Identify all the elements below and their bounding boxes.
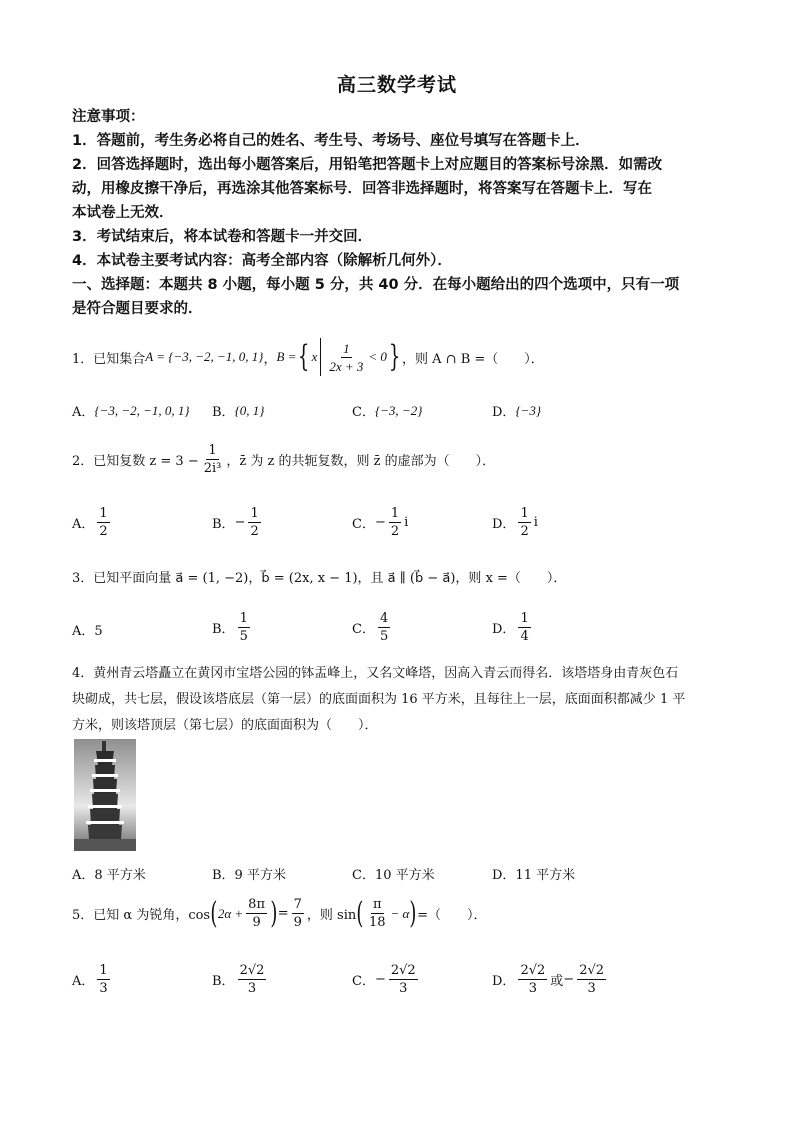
- fraction-denominator: 3: [528, 981, 537, 996]
- q1-option-d[interactable]: [492, 401, 541, 420]
- q4-option-d[interactable]: D．11 平方米: [492, 868, 576, 883]
- q1-fraction: [327, 340, 365, 375]
- page-title: 高三数学考试: [336, 74, 457, 96]
- q3-option-d[interactable]: [492, 610, 534, 645]
- fraction-denominator: 2: [520, 524, 529, 539]
- note-item: 4．本试卷主要考试内容：高考全部内容（除解析几何外）．: [72, 253, 452, 269]
- fraction-numerator: 1: [250, 506, 259, 521]
- fraction-denominator: 3: [587, 981, 596, 996]
- option-fraction: [389, 505, 401, 540]
- brace-left: {: [298, 339, 310, 374]
- option-fraction: [238, 610, 250, 645]
- option-letter: B．: [212, 974, 235, 989]
- imaginary-unit: i: [404, 515, 409, 530]
- imaginary-unit: i: [533, 515, 538, 530]
- brace-right: }: [388, 339, 401, 374]
- q4-line: 块砌成，共七层，假设该塔底层（第一层）的底面面积为 16 平方米，且每往上一层，底面面积都减少 1 平: [72, 692, 686, 707]
- q1-set-b-var: x: [311, 349, 318, 364]
- pagoda-icon: [74, 739, 136, 851]
- option-letter: B．: [212, 622, 235, 637]
- option-value: {−3, −2, −1, 0, 1}: [94, 402, 190, 418]
- fraction-denominator: 2: [250, 524, 259, 539]
- option-fraction: [518, 962, 547, 997]
- option-text: A．5: [72, 624, 103, 639]
- fraction-numerator: 2√2: [390, 963, 416, 978]
- fraction-denominator: 2i³: [203, 461, 222, 476]
- or-label: 或: [550, 974, 564, 989]
- option-fraction: [389, 962, 418, 997]
- q2-option-b[interactable]: [212, 505, 264, 540]
- fraction-numerator: 1: [520, 611, 529, 626]
- option-fraction: [577, 962, 606, 997]
- fraction-numerator: 1: [390, 506, 400, 521]
- fraction-denominator: 3: [399, 981, 408, 996]
- option-fraction: [518, 505, 530, 540]
- note-item: 1．答题前，考生务必将自己的姓名、考生号、考场号、座位号填写在答题卡上．: [72, 133, 590, 149]
- section-heading: 一、选择题：本题共 8 小题，每小题 5 分，共 40 分．在每小题给出的四个选项中，只有一项: [72, 277, 680, 293]
- minus-sign: −: [234, 515, 246, 530]
- q5-fraction: [246, 896, 267, 931]
- fraction-numerator: 4: [379, 611, 389, 626]
- q5-option-c[interactable]: [352, 962, 421, 997]
- q1-suffix: ，则 A ∩ B =（ ）．: [402, 351, 544, 367]
- fraction-numerator: π: [372, 897, 382, 912]
- option-value: {−3, −2}: [374, 402, 423, 418]
- option-fraction: [97, 505, 109, 540]
- q3-option-b[interactable]: [212, 610, 253, 645]
- minus-sign: −: [374, 515, 386, 530]
- option-letter: C．: [352, 974, 375, 989]
- option-fraction: [238, 962, 267, 997]
- q5-inner-b: − α: [390, 905, 410, 921]
- set-bar: [320, 338, 321, 376]
- fraction-numerator: 2√2: [520, 963, 546, 978]
- option-letter: B．: [212, 517, 235, 532]
- fraction-denominator: 3: [99, 981, 108, 996]
- option-value: {−3}: [515, 402, 542, 418]
- option-letter: D．: [492, 517, 516, 532]
- option-fraction: [248, 505, 260, 540]
- minus-sign: −: [563, 972, 575, 987]
- option-letter: C．: [352, 622, 375, 637]
- fraction-numerator: 1: [99, 963, 108, 978]
- note-item: 2．回答选择题时，选出每小题答案后，用铅笔把答题卡上对应题目的答案标号涂黑．如需改: [72, 157, 663, 173]
- question-4: [72, 661, 732, 739]
- option-letter: A．: [72, 974, 95, 989]
- q3-option-c[interactable]: [352, 610, 393, 645]
- question-3: 3．已知平面向量 a⃗ = (1, −2)，b⃗ = (2x, x − 1)，且 a⃗ ∥ (b⃗ − a⃗)，则 x =（ ）．: [72, 571, 567, 586]
- option-fraction: [97, 962, 109, 997]
- q1-prefix: 1．已知集合: [72, 351, 146, 367]
- minus-sign: −: [374, 972, 386, 987]
- q5-mid: ，则 sin: [306, 908, 357, 923]
- option-letter: A．: [72, 517, 95, 532]
- note-item: 动，用橡皮擦干净后，再选涂其他答案标号．回答非选择题时，将答案写在答题卡上．写在: [72, 181, 652, 197]
- fraction-numerator: 8π: [248, 897, 265, 912]
- fraction-denominator: 2: [99, 524, 108, 539]
- q4-option-b[interactable]: B．9 平方米: [212, 868, 286, 883]
- fraction-numerator: 1: [239, 611, 248, 626]
- pagoda-photo: [74, 739, 136, 851]
- q1-set-a: A = {−3, −2, −1, 0, 1}: [145, 349, 264, 364]
- notes-heading: 注意事项：: [72, 109, 145, 125]
- option-letter: D．: [492, 622, 516, 637]
- question-2: [72, 442, 732, 477]
- instructions: [72, 105, 732, 321]
- question-5: [72, 896, 732, 931]
- option-letter: A．: [72, 405, 95, 420]
- q4-option-a[interactable]: A．8 平方米: [72, 868, 146, 883]
- fraction-denominator: 5: [379, 629, 389, 644]
- paren-right: ): [409, 895, 417, 931]
- q2-prefix: 2．已知复数 z = 3 −: [72, 454, 199, 469]
- option-letter: D．: [492, 405, 516, 420]
- fraction-denominator: 5: [239, 629, 248, 644]
- q5-option-a[interactable]: [72, 962, 113, 997]
- option-fraction: [518, 610, 530, 645]
- fraction-denominator: 2x + 3: [329, 358, 364, 374]
- fraction-numerator: 1: [208, 443, 217, 458]
- q2-option-d[interactable]: [492, 505, 538, 540]
- q4-option-c[interactable]: C．10 平方米: [352, 868, 435, 883]
- option-letter: C．: [352, 517, 375, 532]
- q4-line: 4．黄州青云塔矗立在黄冈市宝塔公园的钵盂峰上，又名文峰塔，因高入青云而得名．该塔塔身由青灰色石: [72, 666, 679, 681]
- q4-line: 方米，则该塔顶层（第七层）的底面面积为（ ）．: [72, 718, 378, 733]
- q5-fraction: [367, 896, 388, 931]
- fraction-denominator: 9: [252, 915, 261, 930]
- option-fraction: [378, 610, 390, 645]
- q5-suffix: =（ ）．: [417, 908, 487, 923]
- q2-fraction: [202, 442, 224, 477]
- q2-suffix: ，z̄ 为 z 的共轭复数，则 z̄ 的虚部为（ ）．: [226, 454, 496, 469]
- q2-option-a[interactable]: [72, 505, 113, 540]
- q1-option-a[interactable]: [72, 401, 190, 420]
- section-heading: 是符合题目要求的．: [72, 301, 203, 317]
- q5-fraction: [292, 896, 304, 931]
- paren-left: (: [210, 895, 218, 931]
- question-1: [72, 338, 732, 376]
- q1-option-b[interactable]: [212, 401, 264, 420]
- fraction-numerator: 2√2: [239, 963, 265, 978]
- q1-option-c[interactable]: [352, 401, 422, 420]
- equals-sign: =: [277, 906, 289, 921]
- fraction-denominator: 9: [293, 915, 302, 930]
- q2-option-c[interactable]: [352, 505, 408, 540]
- fraction-numerator: 1: [99, 506, 108, 521]
- q5-option-d[interactable]: [492, 962, 609, 997]
- q5-prefix: 5．已知 α 为锐角，cos: [72, 908, 211, 923]
- paren-left: (: [356, 895, 364, 931]
- q5-option-b[interactable]: [212, 962, 269, 997]
- q1-sep: ，: [263, 351, 277, 367]
- q1-set-b-left: B =: [276, 349, 297, 364]
- fraction-denominator: 18: [368, 915, 386, 930]
- fraction-numerator: 1: [520, 506, 529, 521]
- option-letter: D．: [492, 974, 516, 989]
- fraction-denominator: 2: [390, 524, 400, 539]
- option-letter: C．: [352, 405, 375, 420]
- note-item: 本试卷上无效．: [72, 205, 174, 221]
- paren-right: ): [270, 895, 278, 931]
- option-letter: B．: [212, 405, 235, 420]
- option-value: {0, 1}: [234, 402, 265, 418]
- q3-option-a[interactable]: [72, 620, 103, 639]
- fraction-numerator: 2√2: [579, 963, 605, 978]
- q1-set-b-tail: < 0: [368, 349, 387, 364]
- fraction-numerator: 1: [343, 340, 350, 356]
- fraction-denominator: 3: [247, 981, 257, 996]
- fraction-denominator: 4: [520, 629, 529, 644]
- fraction-numerator: 7: [293, 897, 302, 912]
- q5-inner-a: 2α +: [217, 905, 244, 921]
- note-item: 3．考试结束后，将本试卷和答题卡一并交回．: [72, 229, 373, 245]
